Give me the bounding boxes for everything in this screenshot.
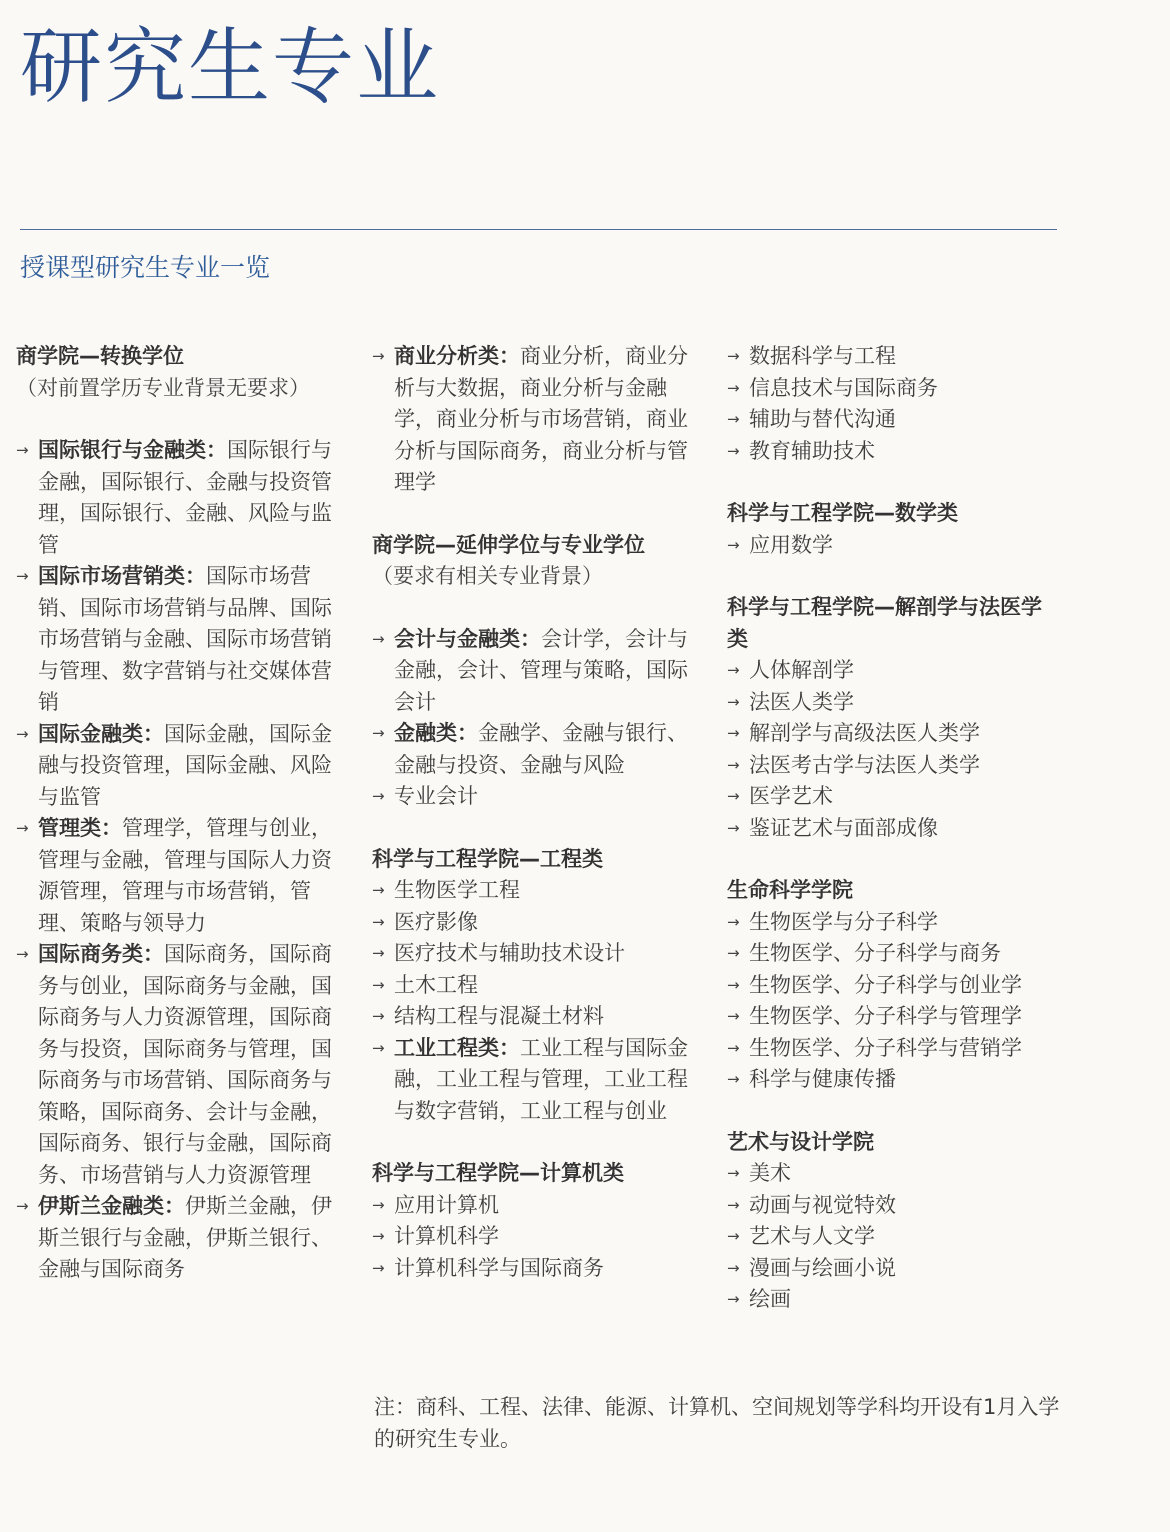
footnote: 注：商科、工程、法律、能源、计算机、空间规划等学科均开设有1月入学的研究生专业。 bbox=[374, 1395, 1060, 1451]
section-heading: 艺术与设计学院 bbox=[727, 1129, 874, 1154]
arrow-right-icon: → bbox=[727, 818, 740, 837]
arrow-right-icon: → bbox=[727, 1007, 740, 1025]
program-names: 绘画 bbox=[749, 1287, 791, 1311]
program-names: 会计学，会计与金融，会计、管理与策略，国际会计 bbox=[394, 626, 688, 714]
category-label: 国际金融类： bbox=[38, 721, 164, 746]
program-names: 信息技术与国际商务 bbox=[749, 375, 938, 400]
arrow-right-icon: → bbox=[372, 724, 385, 742]
list-item bbox=[727, 436, 1057, 468]
program-names: 教育辅助技术 bbox=[749, 438, 875, 463]
program-section bbox=[727, 498, 1057, 561]
category-label: 伊斯兰金融类： bbox=[38, 1194, 185, 1218]
list-item bbox=[372, 341, 702, 499]
program-list bbox=[372, 624, 702, 813]
program-names: 国际金融，国际金融与投资管理，国际金融、风险与监管 bbox=[38, 721, 332, 809]
program-section bbox=[372, 844, 702, 1128]
list-item bbox=[727, 530, 1057, 562]
program-section bbox=[727, 592, 1057, 844]
list-item bbox=[727, 1253, 1057, 1285]
list-item bbox=[372, 624, 702, 719]
arrow-right-icon: → bbox=[372, 912, 385, 931]
list-item bbox=[727, 1001, 1057, 1033]
program-section bbox=[727, 875, 1057, 1096]
list-item bbox=[727, 373, 1057, 405]
arrow-right-icon: → bbox=[372, 944, 385, 962]
list-item bbox=[727, 1284, 1057, 1316]
list-item bbox=[727, 655, 1057, 687]
column-3 bbox=[727, 341, 1057, 1316]
arrow-right-icon: → bbox=[727, 975, 740, 994]
category-label: 工业工程类： bbox=[394, 1035, 520, 1060]
program-names: 法医考古学与法医人类学 bbox=[749, 752, 980, 777]
list-item bbox=[16, 561, 346, 719]
program-section bbox=[372, 1158, 702, 1284]
arrow-right-icon: → bbox=[727, 912, 740, 931]
list-item bbox=[727, 1033, 1057, 1065]
arrow-right-icon: → bbox=[372, 347, 385, 365]
arrow-right-icon: → bbox=[16, 819, 29, 837]
list-item bbox=[727, 970, 1057, 1002]
list-item bbox=[727, 1221, 1057, 1253]
list-item bbox=[727, 341, 1057, 373]
arrow-right-icon: → bbox=[727, 1227, 740, 1245]
arrow-right-icon: → bbox=[372, 1195, 385, 1214]
program-names: 美术 bbox=[749, 1161, 791, 1185]
program-list bbox=[16, 435, 346, 1286]
program-names: 金融学、金融与银行、金融与投资、金融与风险 bbox=[394, 721, 688, 777]
arrow-right-icon: → bbox=[372, 1227, 385, 1245]
list-item bbox=[16, 435, 346, 561]
program-section bbox=[372, 530, 702, 813]
list-item bbox=[727, 687, 1057, 719]
arrow-right-icon: → bbox=[727, 1070, 740, 1088]
category-label: 会计与金融类： bbox=[394, 626, 541, 651]
program-list bbox=[727, 907, 1057, 1096]
program-names: 鉴证艺术与面部成像 bbox=[749, 815, 938, 840]
section-heading: 生命科学学院 bbox=[727, 878, 853, 902]
list-item bbox=[372, 1253, 702, 1285]
arrow-right-icon: → bbox=[372, 1038, 385, 1057]
program-names: 伊斯兰金融，伊斯兰银行与金融，伊斯兰银行、金融与国际商务 bbox=[38, 1194, 332, 1281]
arrow-right-icon: → bbox=[727, 441, 740, 460]
program-section bbox=[727, 1127, 1057, 1316]
arrow-right-icon: → bbox=[727, 410, 740, 428]
arrow-right-icon: → bbox=[727, 755, 740, 774]
arrow-right-icon: → bbox=[727, 692, 740, 711]
arrow-right-icon: → bbox=[727, 944, 740, 962]
program-section bbox=[727, 341, 1057, 467]
arrow-right-icon: → bbox=[727, 1258, 740, 1277]
program-names: 计算机科学与国际商务 bbox=[394, 1255, 604, 1280]
program-section bbox=[372, 341, 702, 499]
section-heading: 科学与工程学院—工程类 bbox=[372, 846, 603, 871]
program-list bbox=[727, 530, 1057, 562]
program-names: 生物医学与分子科学 bbox=[749, 909, 938, 934]
list-item bbox=[727, 404, 1057, 436]
arrow-right-icon: → bbox=[727, 347, 740, 365]
program-list bbox=[727, 655, 1057, 844]
category-label: 国际商务类： bbox=[38, 942, 164, 966]
page-subtitle: 授课型研究生专业一览 bbox=[20, 253, 271, 282]
section-heading: 科学与工程学院—计算机类 bbox=[372, 1161, 624, 1185]
program-names: 动画与视觉特效 bbox=[749, 1192, 896, 1217]
category-label: 商业分析类： bbox=[394, 344, 520, 368]
arrow-right-icon: → bbox=[372, 881, 385, 899]
program-names: 土木工程 bbox=[394, 972, 478, 997]
arrow-right-icon: → bbox=[727, 1038, 740, 1057]
list-item bbox=[372, 1190, 702, 1222]
arrow-right-icon: → bbox=[727, 1164, 740, 1182]
program-names: 法医人类学 bbox=[749, 689, 854, 714]
program-names: 专业会计 bbox=[394, 784, 478, 808]
arrow-right-icon: → bbox=[727, 535, 740, 554]
list-item bbox=[372, 1001, 702, 1033]
list-item bbox=[372, 907, 702, 939]
program-names: 医疗技术与辅助技术设计 bbox=[394, 941, 625, 965]
program-names: 人体解剖学 bbox=[749, 658, 854, 682]
program-names: 应用计算机 bbox=[394, 1192, 499, 1217]
program-names: 生物医学、分子科学与营销学 bbox=[749, 1035, 1022, 1060]
arrow-right-icon: → bbox=[727, 378, 740, 397]
list-item bbox=[16, 719, 346, 814]
arrow-right-icon: → bbox=[372, 787, 385, 805]
program-names: 工业工程与国际金融，工业工程与管理，工业工程与数字营销，工业工程与创业 bbox=[394, 1035, 688, 1123]
list-item bbox=[372, 781, 702, 813]
list-item bbox=[727, 781, 1057, 813]
program-names: 计算机科学 bbox=[394, 1224, 499, 1248]
section-heading: 科学与工程学院—解剖学与法医学类 bbox=[727, 595, 1042, 651]
arrow-right-icon: → bbox=[372, 629, 385, 648]
list-item bbox=[727, 1190, 1057, 1222]
program-names: 医学艺术 bbox=[749, 784, 833, 808]
arrow-right-icon: → bbox=[16, 724, 29, 743]
list-item bbox=[727, 1158, 1057, 1190]
list-item bbox=[372, 718, 702, 781]
list-item bbox=[727, 718, 1057, 750]
category-label: 国际市场营销类： bbox=[38, 564, 206, 588]
program-names: 生物医学工程 bbox=[394, 878, 520, 902]
list-item bbox=[727, 813, 1057, 845]
program-names: 国际银行与金融，国际银行、金融与投资管理，国际银行、金融、风险与监管 bbox=[38, 438, 332, 557]
page-title: 研究生专业 bbox=[20, 20, 441, 115]
section-heading: 商学院—转换学位 bbox=[16, 344, 184, 368]
arrow-right-icon: → bbox=[372, 975, 385, 994]
section-heading: 商学院—延伸学位与专业学位 bbox=[372, 532, 645, 557]
arrow-right-icon: → bbox=[16, 945, 29, 963]
program-names: 漫画与绘画小说 bbox=[749, 1255, 896, 1280]
program-names: 国际市场营销、国际市场营销与品牌、国际市场营销与金融、国际市场营销与管理、数字营销与社交媒体营销 bbox=[38, 564, 332, 714]
program-names: 生物医学、分子科学与商务 bbox=[749, 941, 1001, 965]
list-item bbox=[16, 939, 346, 1191]
program-list bbox=[727, 1158, 1057, 1316]
arrow-right-icon: → bbox=[16, 567, 29, 585]
list-item bbox=[16, 1191, 346, 1286]
program-names: 应用数学 bbox=[749, 532, 833, 557]
program-names: 艺术与人文学 bbox=[749, 1224, 875, 1248]
category-label: 管理类： bbox=[38, 816, 122, 840]
arrow-right-icon: → bbox=[727, 787, 740, 805]
program-names: 国际商务，国际商务与创业，国际商务与金融，国际商务与人力资源管理，国际商务与投资，国际商务与管理，国际商务与市场营销、国际商务与策略，国际商务、会计与金融，国际商务、银行与金融，国际商务、市场营销与人力资源管理 bbox=[38, 942, 332, 1187]
program-names: 商业分析，商业分析与大数据，商业分析与金融学，商业分析与市场营销，商业分析与国际商务，商业分析与管理学 bbox=[394, 344, 688, 494]
program-names: 辅助与替代沟通 bbox=[749, 407, 896, 431]
arrow-right-icon: → bbox=[372, 1258, 385, 1277]
list-item bbox=[372, 938, 702, 970]
list-item bbox=[372, 875, 702, 907]
program-names: 生物医学、分子科学与管理学 bbox=[749, 1004, 1022, 1028]
program-names: 管理学，管理与创业，管理与金融，管理与国际人力资源管理，管理与市场营销，管理、策略与领导力 bbox=[38, 816, 332, 935]
column-2 bbox=[372, 341, 702, 1284]
category-label: 金融类： bbox=[394, 721, 478, 745]
divider-line bbox=[20, 229, 1057, 230]
list-item bbox=[372, 1033, 702, 1128]
program-list bbox=[372, 341, 702, 499]
arrow-right-icon: → bbox=[372, 1007, 385, 1025]
column-1 bbox=[16, 341, 346, 1286]
program-names: 结构工程与混凝土材料 bbox=[394, 1004, 604, 1028]
list-item bbox=[727, 938, 1057, 970]
section-heading: 科学与工程学院—数学类 bbox=[727, 501, 958, 525]
arrow-right-icon: → bbox=[727, 661, 740, 679]
section-note: （对前置学历专业背景无要求） bbox=[16, 375, 310, 400]
program-list bbox=[372, 1190, 702, 1285]
program-list bbox=[727, 341, 1057, 467]
arrow-right-icon: → bbox=[16, 441, 29, 459]
category-label: 国际银行与金融类： bbox=[38, 438, 227, 462]
list-item bbox=[372, 970, 702, 1002]
section-note: （要求有相关专业背景） bbox=[372, 564, 603, 588]
list-item bbox=[372, 1221, 702, 1253]
list-item bbox=[727, 1064, 1057, 1096]
arrow-right-icon: → bbox=[727, 1290, 740, 1308]
program-section bbox=[16, 341, 346, 1286]
arrow-right-icon: → bbox=[727, 1195, 740, 1214]
list-item bbox=[16, 813, 346, 939]
list-item bbox=[727, 907, 1057, 939]
program-list bbox=[372, 875, 702, 1127]
program-names: 生物医学、分子科学与创业学 bbox=[749, 972, 1022, 997]
program-names: 解剖学与高级法医人类学 bbox=[749, 721, 980, 745]
arrow-right-icon: → bbox=[16, 1197, 29, 1215]
arrow-right-icon: → bbox=[727, 724, 740, 742]
program-names: 数据科学与工程 bbox=[749, 344, 896, 368]
program-names: 医疗影像 bbox=[394, 909, 478, 934]
program-names: 科学与健康传播 bbox=[749, 1067, 896, 1091]
list-item bbox=[727, 750, 1057, 782]
